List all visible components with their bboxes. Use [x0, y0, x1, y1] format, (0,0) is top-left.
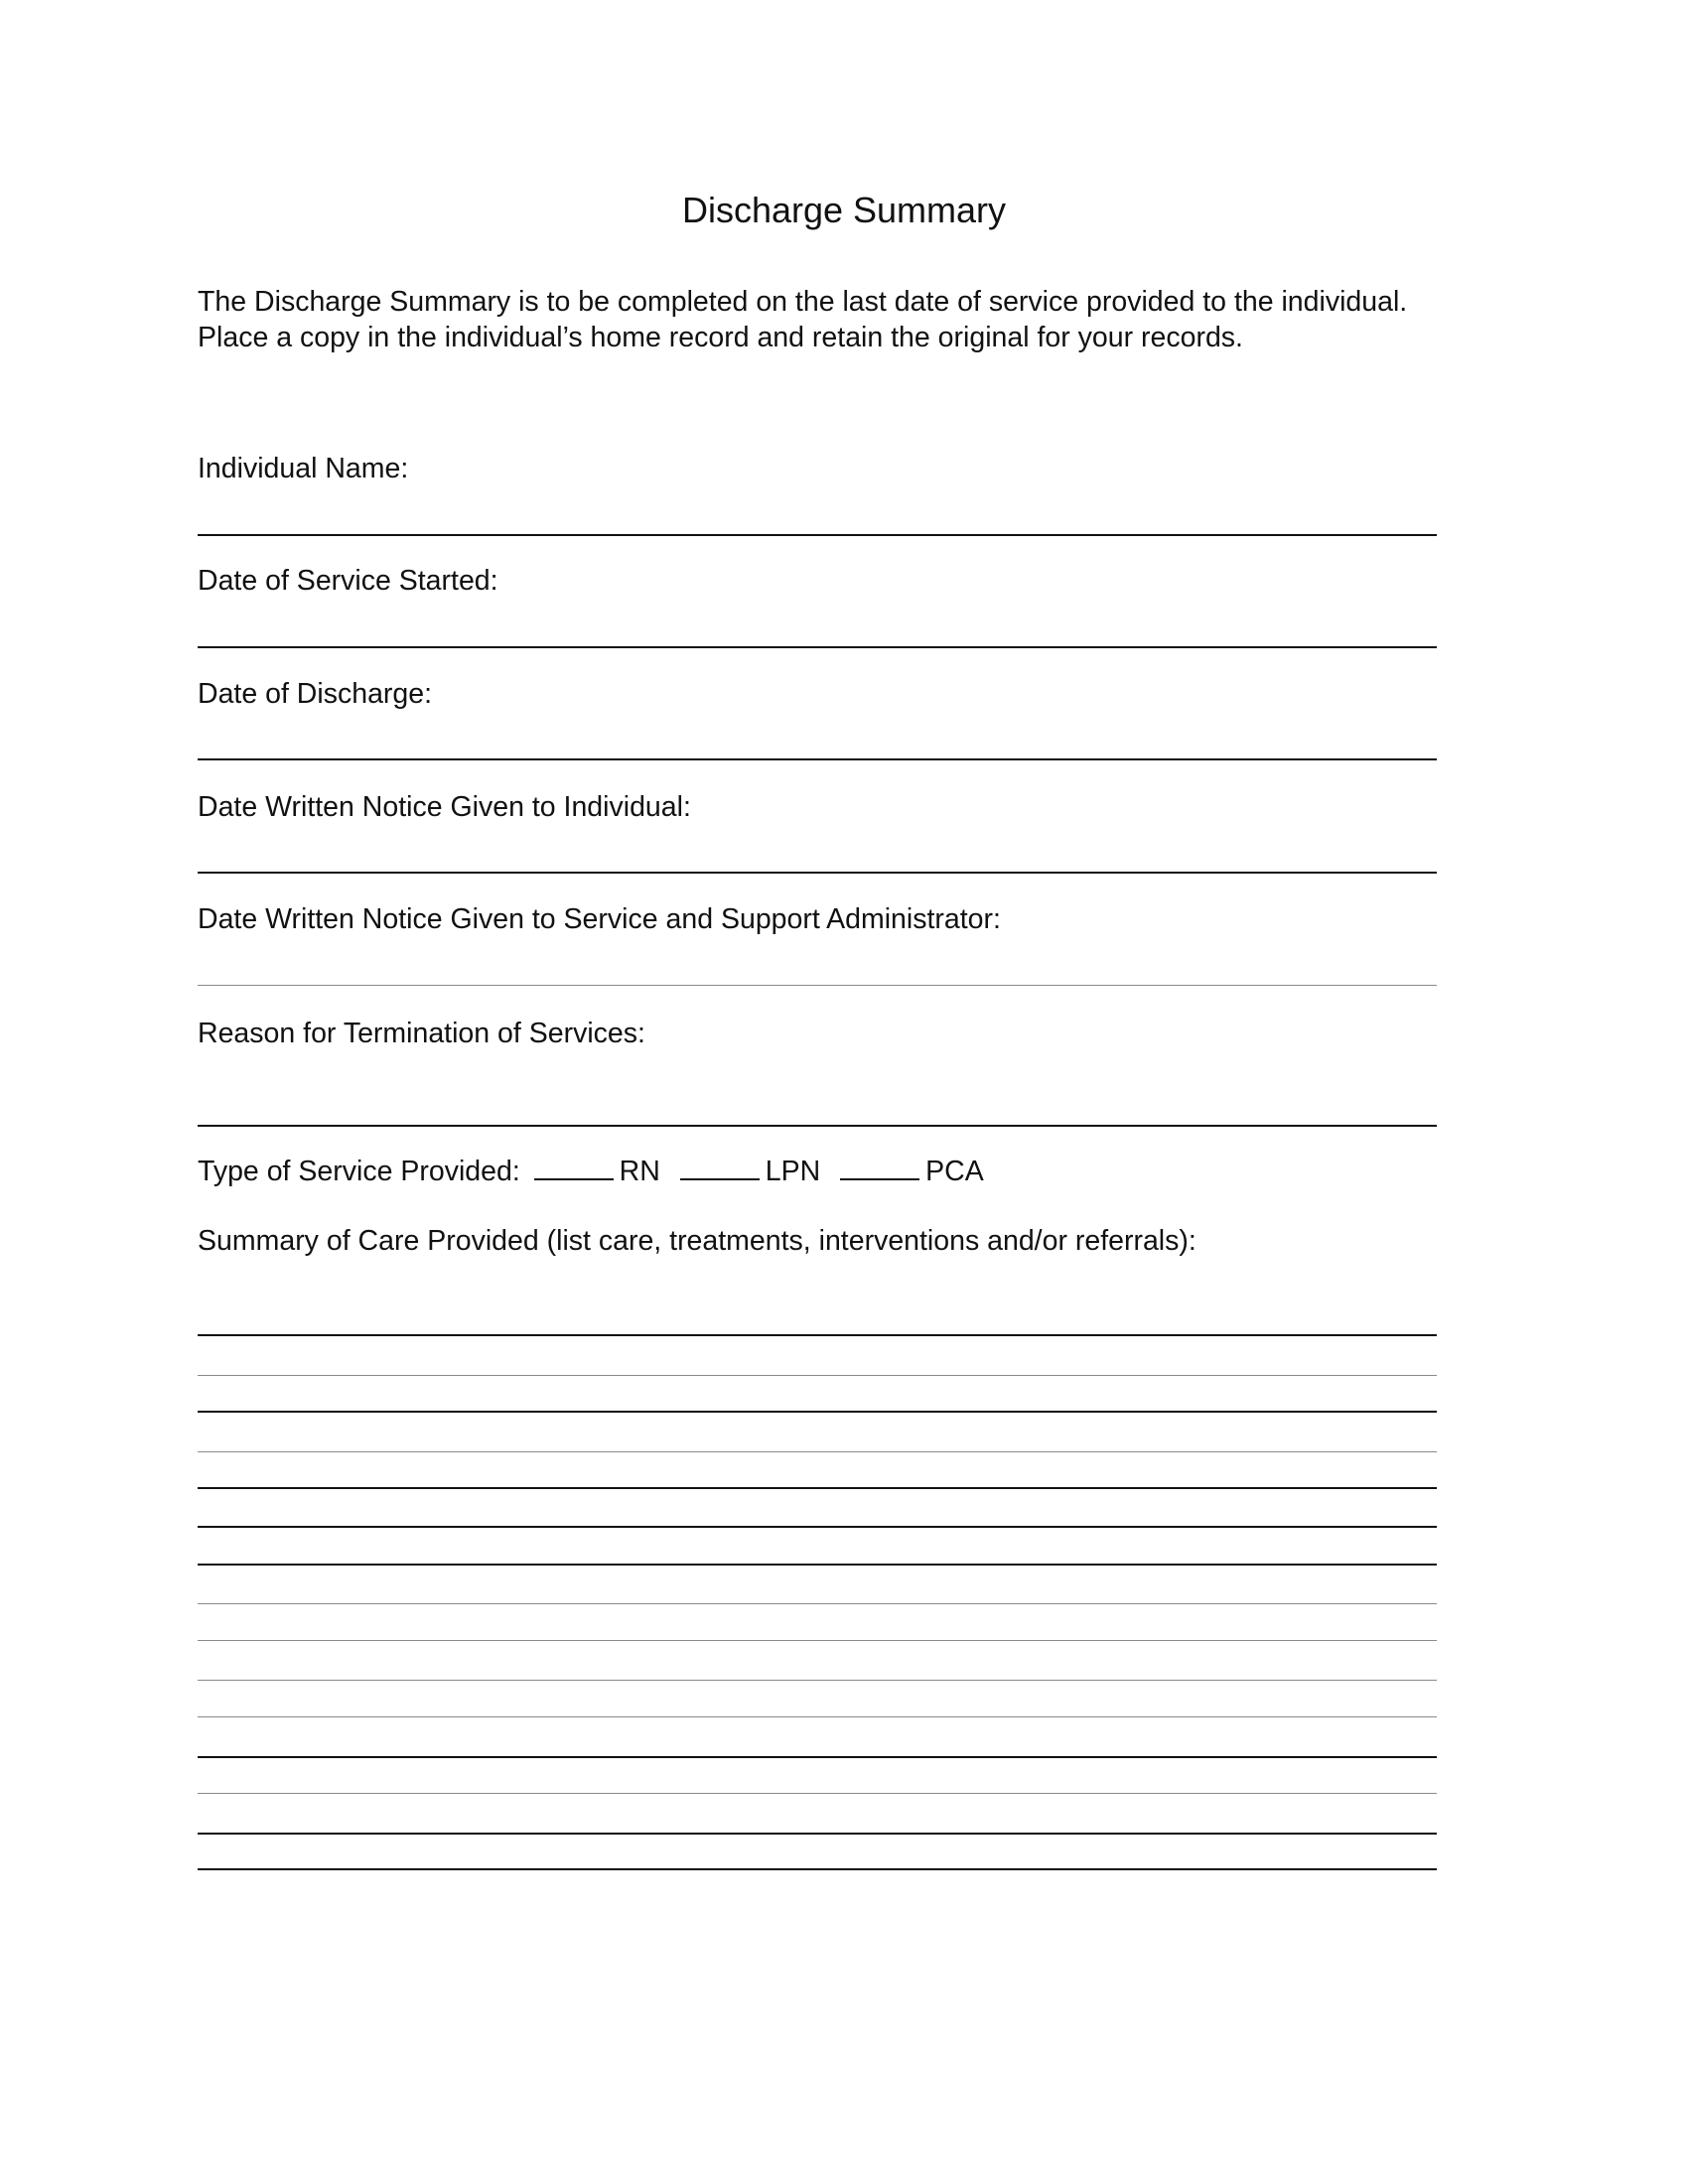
rn-blank[interactable] [534, 1157, 614, 1180]
summary-of-care-label: Summary of Care Provided (list care, treatments, interventions and/or referrals): [198, 1225, 1196, 1257]
termination-reason-label: Reason for Termination of Services: [198, 1018, 645, 1049]
termination-reason-line[interactable] [198, 1125, 1437, 1127]
page-title: Discharge Summary [681, 190, 1007, 230]
summary-line[interactable] [198, 1603, 1437, 1604]
summary-line[interactable] [198, 1334, 1437, 1336]
pca-blank[interactable] [840, 1157, 919, 1180]
notice-individual-label: Date Written Notice Given to Individual: [198, 791, 691, 823]
lpn-option-label: LPN [765, 1156, 821, 1187]
summary-line[interactable] [198, 1833, 1437, 1835]
summary-line[interactable] [198, 1526, 1437, 1528]
summary-line[interactable] [198, 1375, 1437, 1376]
summary-line[interactable] [198, 1451, 1437, 1452]
summary-line[interactable] [198, 1411, 1437, 1413]
summary-line[interactable] [198, 1564, 1437, 1566]
summary-line[interactable] [198, 1756, 1437, 1758]
instructions-line-2: Place a copy in the individual’s home record and retain the original for your records. [198, 322, 1243, 353]
summary-line[interactable] [198, 1868, 1437, 1870]
service-type-label: Type of Service Provided: [198, 1156, 520, 1187]
instructions-line-1: The Discharge Summary is to be completed on the last date of service provided to the individual. [198, 286, 1408, 318]
date-service-started-label: Date of Service Started: [198, 565, 498, 597]
notice-individual-line[interactable] [198, 872, 1437, 874]
lpn-blank[interactable] [680, 1157, 760, 1180]
notice-ssa-label: Date Written Notice Given to Service and Support Administrator: [198, 903, 1001, 935]
summary-line[interactable] [198, 1793, 1437, 1794]
date-service-started-line[interactable] [198, 646, 1437, 648]
pca-option-label: PCA [925, 1156, 984, 1187]
service-type-row [198, 1155, 990, 1188]
notice-ssa-line[interactable] [198, 985, 1437, 986]
summary-line[interactable] [198, 1716, 1437, 1717]
date-discharge-line[interactable] [198, 758, 1437, 760]
individual-name-label: Individual Name: [198, 453, 409, 484]
summary-line[interactable] [198, 1680, 1437, 1681]
individual-name-line[interactable] [198, 534, 1437, 536]
instructions [198, 284, 1488, 355]
rn-option-label: RN [619, 1156, 660, 1187]
date-discharge-label: Date of Discharge: [198, 678, 433, 710]
summary-line[interactable] [198, 1487, 1437, 1489]
summary-line[interactable] [198, 1640, 1437, 1641]
